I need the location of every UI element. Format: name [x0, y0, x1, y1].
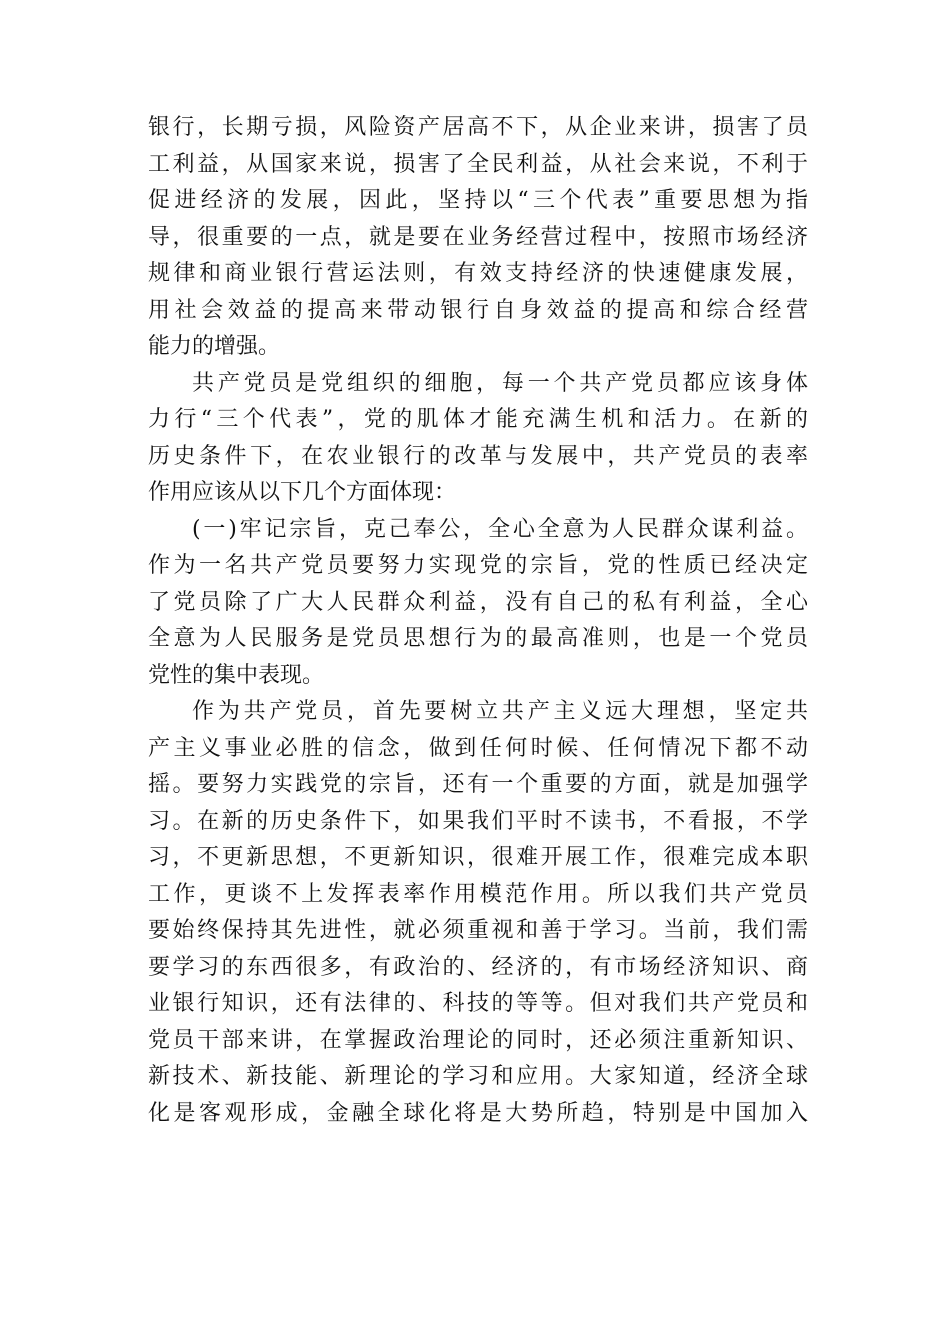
text-line: 规律和商业银行营运法则，有效支持经济的快速健康发展， [148, 261, 808, 286]
text-line: 作为共产党员，首先要树立共产主义远大理想，坚定共 [192, 699, 808, 724]
text-line: 用社会效益的提高来带动银行自身效益的提高和综合经营 [148, 297, 808, 323]
text-line: 导，很重要的一点，就是要在业务经营过程中，按照市场经济 [148, 224, 808, 250]
body-text [148, 110, 808, 1132]
text-line: 力行“三个代表”，党的肌体才能充满生机和活力。在新的 [148, 407, 808, 432]
text-line: 银行，长期亏损，风险资产居高不下，从企业来讲，损害了员 [148, 115, 808, 140]
text-line: 作用应该从以下几个方面体现： [148, 480, 457, 505]
text-line: 新技术、新技能、新理论的学习和应用。大家知道，经济全球 [148, 1064, 808, 1089]
text-line: 要学习的东西很多，有政治的、经济的，有市场经济知识、商 [148, 954, 808, 980]
text-line: 历史条件下，在农业银行的改革与发展中，共产党员的表率 [148, 443, 808, 469]
text-line: 能力的增强。 [148, 334, 281, 359]
text-line: 共产党员是党组织的细胞，每一个共产党员都应该身体 [192, 370, 808, 396]
text-line: 产主义事业必胜的信念，做到任何时候、任何情况下都不动 [148, 735, 808, 761]
text-line: 党性的集中表现。 [148, 662, 325, 688]
text-line: 作为一名共产党员要努力实现党的宗旨，党的性质已经决定 [148, 553, 808, 578]
text-line: 要始终保持其先进性，就必须重视和善于学习。当前，我们需 [148, 918, 808, 943]
text-line: 工作，更谈不上发挥表率作用模范作用。所以我们共产党员 [148, 881, 808, 907]
text-line: 习。在新的历史条件下，如果我们平时不读书，不看报，不学 [148, 808, 808, 834]
text-line: 促进经济的发展，因此，坚持以“三个代表”重要思想为指 [148, 188, 808, 213]
text-line: 业银行知识，还有法律的、科技的等等。但对我们共产党员和 [148, 991, 808, 1016]
text-line: 化是客观形成，金融全球化将是大势所趋，特别是中国加入 [148, 1100, 808, 1126]
text-line: (一)牢记宗旨，克己奉公，全心全意为人民群众谋利益。 [192, 516, 808, 542]
text-line: 工利益，从国家来说，损害了全民利益，从社会来说，不利于 [148, 151, 808, 177]
text-line: 全意为人民服务是党员思想行为的最高准则，也是一个党员 [148, 626, 808, 651]
text-line: 习，不更新思想，不更新知识，很难开展工作，很难完成本职 [148, 845, 808, 870]
text-line: 党员干部来讲，在掌握政治理论的同时，还必须注重新知识、 [148, 1027, 808, 1053]
text-line: 了党员除了广大人民群众利益，没有自己的私有利益，全心 [148, 589, 808, 615]
text-line: 摇。要努力实践党的宗旨，还有一个重要的方面，就是加强学 [148, 772, 808, 797]
